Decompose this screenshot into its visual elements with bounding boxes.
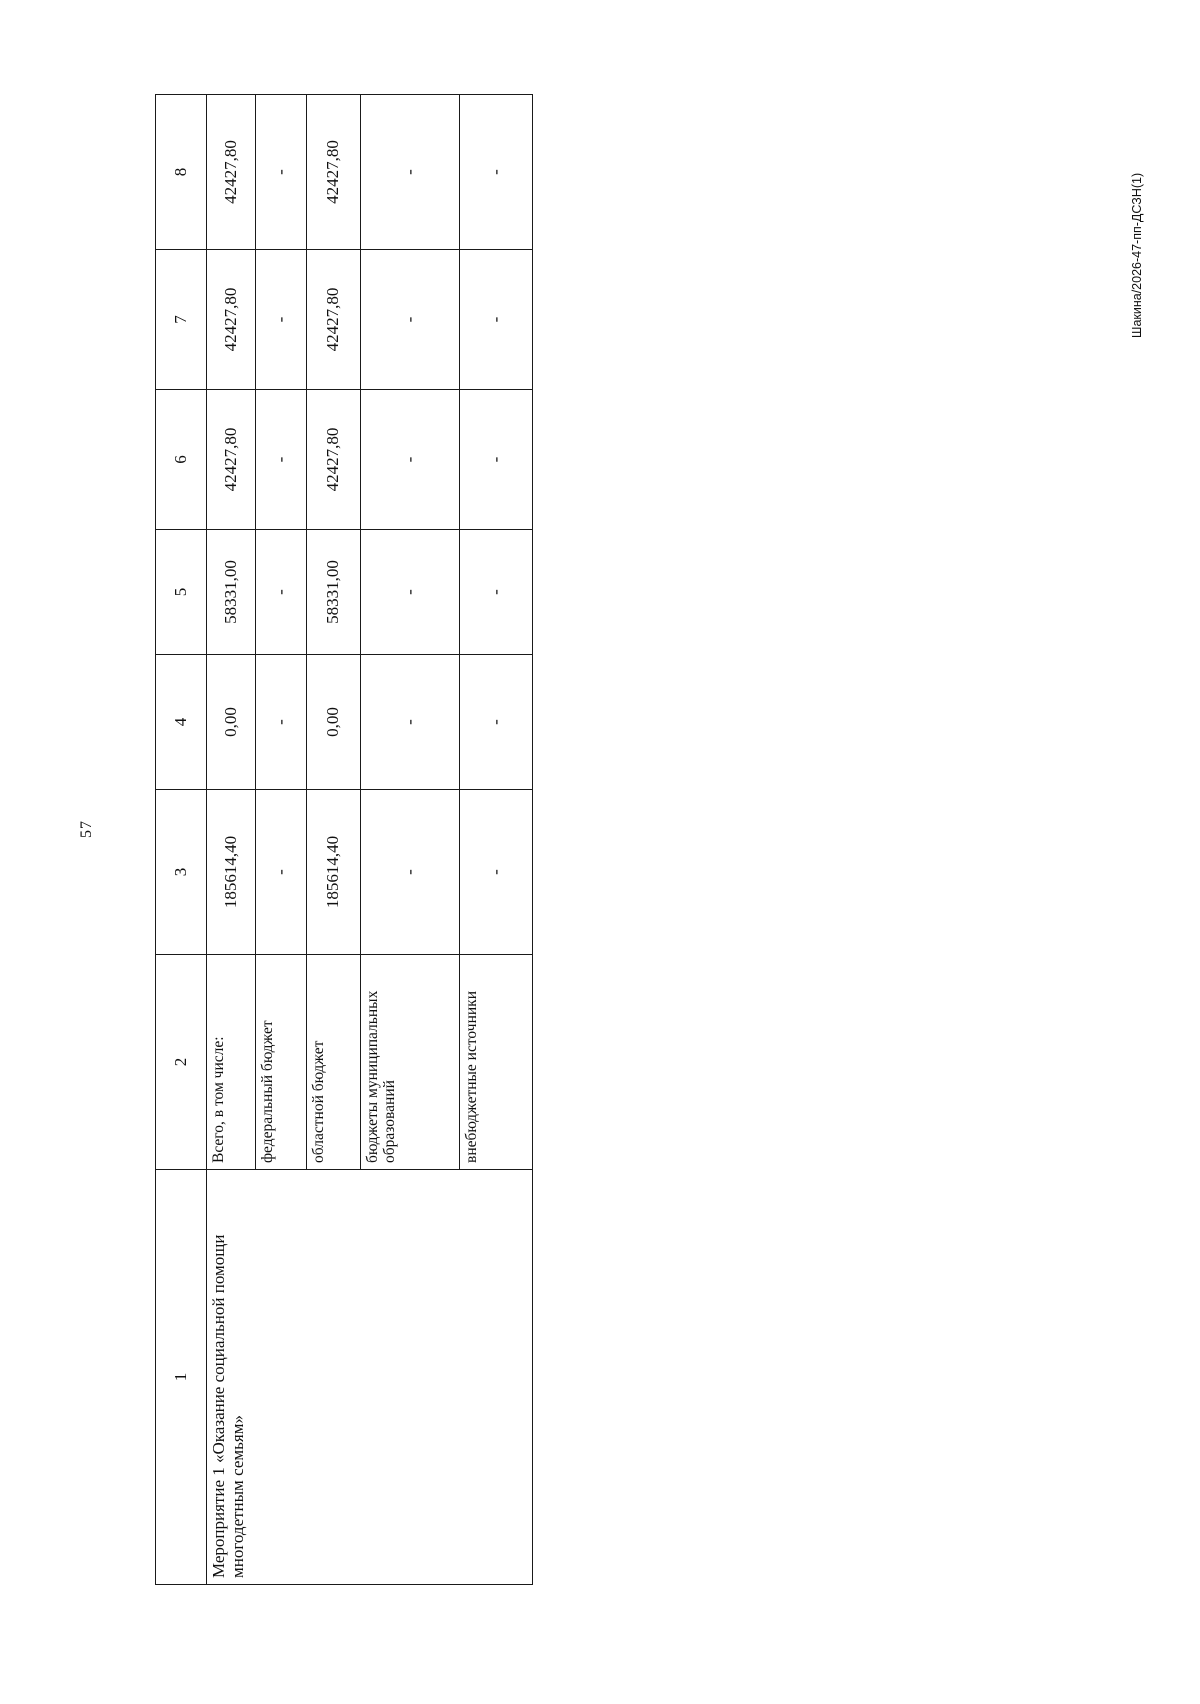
- table-cell: 185614,40: [307, 790, 361, 955]
- column-number: 6: [156, 390, 207, 530]
- budget-table-container: [155, 95, 515, 1585]
- table-cell: -: [361, 530, 460, 655]
- column-number: 7: [156, 250, 207, 390]
- column-number: 5: [156, 530, 207, 655]
- table-cell: -: [256, 390, 307, 530]
- table-cell: 42427,80: [307, 95, 361, 250]
- column-number: 2: [156, 955, 207, 1170]
- funding-source: бюджеты муниципальных образований: [361, 955, 460, 1170]
- page-number: 57: [78, 820, 95, 838]
- table-cell: 42427,80: [307, 390, 361, 530]
- table-cell: -: [361, 250, 460, 390]
- column-number: 3: [156, 790, 207, 955]
- funding-source: Всего, в том числе:: [207, 955, 256, 1170]
- table-cell: -: [256, 95, 307, 250]
- table-cell: -: [460, 250, 533, 390]
- budget-table: [155, 94, 533, 1585]
- table-cell: -: [256, 530, 307, 655]
- table-cell: 58331,00: [207, 530, 256, 655]
- funding-source: внебюджетные источники: [460, 955, 533, 1170]
- table-cell: -: [256, 790, 307, 955]
- column-number: 4: [156, 655, 207, 790]
- table-cell: 0,00: [207, 655, 256, 790]
- table-cell: 42427,80: [307, 250, 361, 390]
- column-number: 8: [156, 95, 207, 250]
- table-cell: -: [361, 95, 460, 250]
- table-cell: 42427,80: [207, 390, 256, 530]
- table-cell: -: [256, 250, 307, 390]
- table-row-total: [207, 95, 256, 1585]
- funding-source: федеральный бюджет: [256, 955, 307, 1170]
- table-cell: -: [460, 95, 533, 250]
- table-cell: 0,00: [307, 655, 361, 790]
- document-code: Шакина/2026-47-пп-ДСЗН(1): [1130, 172, 1144, 338]
- table-cell: -: [460, 390, 533, 530]
- table-cell: 58331,00: [307, 530, 361, 655]
- table-cell: -: [256, 655, 307, 790]
- table-cell: 42427,80: [207, 250, 256, 390]
- table-cell: -: [361, 390, 460, 530]
- table-cell: -: [460, 655, 533, 790]
- table-cell: -: [460, 790, 533, 955]
- table-cell: 42427,80: [207, 95, 256, 250]
- table-cell: -: [361, 790, 460, 955]
- table-cell: -: [460, 530, 533, 655]
- column-number: 1: [156, 1170, 207, 1585]
- column-number-row: [156, 95, 207, 1585]
- funding-source: областной бюджет: [307, 955, 361, 1170]
- table-cell: 185614,40: [207, 790, 256, 955]
- measure-name: Мероприятие 1 «Оказание социальной помощи многодетным семьям»: [207, 1170, 533, 1585]
- table-cell: -: [361, 655, 460, 790]
